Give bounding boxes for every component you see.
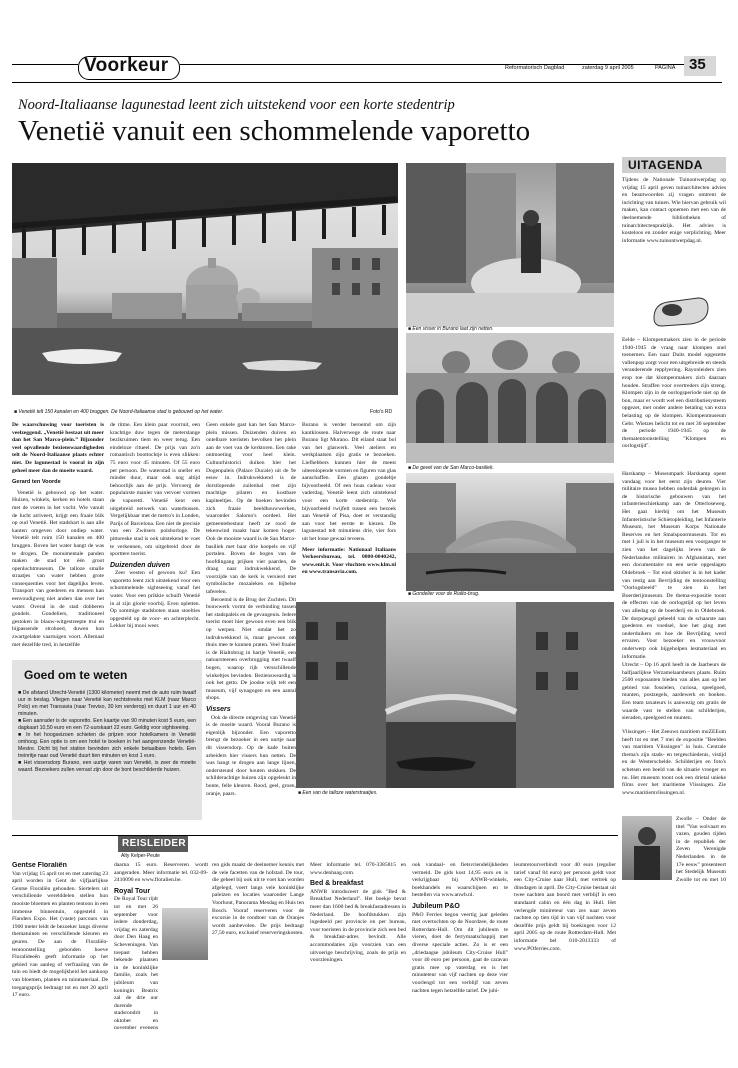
bb-text: ANWB introduceert de gids "Bed & Breakfast Nederland". Het boekje bevat meer dan 1600 bed & breakfastadressen in Nederland. De hoofdstukken zijn ingedeeld per provincie en per bureau, voor toeristen in de provincie zich een bed & breakfast-adres bevindt. Alle accommodaties zijn voorzien van een uitvoerige beschrijving, zoals de prijs en voorzieningen. [310,888,406,964]
reisleider-col5-text: ook vandaal- en fietsvriendelijkheden vermeld. De gids kost 14,95 euro en is verkrijgbaar bij ANWB-winkels, boekhandels en waarschijnen en te bestellen via www.anwb.nl. [412,862,508,899]
reisleider-column-3 [212,862,304,1032]
header-bottom-rule [12,82,722,83]
article-column-4 [302,422,396,602]
subhead-duiven: Duizenden duiven [110,561,170,569]
photo-rialto [406,473,614,591]
article-body-4: Burano is verder beroemd om zijn kantklossen. Halverwege de route naar Burano ligt Murano. Dit eiland staat bol van het glaswerk. Veel ateliers en werkplaatsen zijn gratis te bezoeken. Liefhebbers kunnen hier de meest uiteenlopende vormen en figuren van glas aanschaffen. Een glazen gondeltje bijvoorbeeld. Of een hoas cadeau voor vaderdag. Venetië leent zich uitstekend voor een korte stedentrip. Wie bijvoorbeeld twijfelt tussen een bezoek aan Venetië of Pisa, doet er verstandig aan voor het eerste te kiezen. De lagunestad telt minutiens drie, vier fors uit het losse gewaai teveens. [302,422,396,542]
zwolle-photo [622,816,672,880]
caption-bullet: ■ [408,465,413,471]
uitagenda-intro-text: Tijdens de Nationale Tuinontwerpdag op vrijdag 15 april geven tuinarchitecten advies en beantwoorden zij vragen omtrent de inrichting van tuinen. Wie hiervan gebruik wil maken, kan contact opnemen met een van de deelnemende bibliotheken of tuinarchitectenpraktijk. Het advies is kosteloos en zonder enige verplichting. Meer informatie www.tuinontwerpdag.nl. [622,177,726,244]
info-item-marker: ■ [18,732,27,738]
newspaper-name: Reformatorisch Dagblad [505,65,565,71]
article-headline: Venetië vanuit een schommelende vaporetto [18,115,531,147]
reisleider-logo: REISLEIDER [122,838,187,849]
san-marco-illustration [406,333,614,463]
caption-san-marco [408,465,494,471]
photo-small-canal [296,602,614,788]
info-box-list [18,690,196,818]
uitagenda-intro [622,177,726,252]
rialto-illustration [406,473,614,591]
reisleider-column-4 [310,862,406,1032]
uitagenda-harskamp [622,471,726,568]
uitagenda-zwolle [676,816,726,882]
info-item-text: Een aanrader is de vaporetto. Een kaartje van 90 minuten kost 5 euro, een dagkaart 10,50 euro en een 72-uurskaart 22 euro. Geldig voor sightseeing. [18,718,196,731]
article-body-3c: Ook de directe omgeving van Venetië is de moeite waard. Vooral Burano is eigenlijk bijzonder. Een vaporetto brengt de bezoeker in een uurtje naar dit vissersdorp. Op de kade buiten arbeiders hier vissers hun netten. De was hangt te drogen aan lange lijnen, ondersteund door houten stokken. De schilderachtige huizen zijn opgeleukt in bonte, felle kleuren. Rood, geel, groen, oranje, paars. [206,714,296,797]
page-label: PAGINA [655,65,676,71]
info-item [18,718,196,732]
reisleider-col6-text: leumretourverbindt voor 40 euro (regulier tarief vanaf 84 euro) per persoon geldt voor een City-Cruise naar Hull, met vertrek op dinsdagen in april. De City-Cruise bestaat uit twee nachten aan boord met verblijf in een standaard cabin en één dag in Hull. Het verlengde minireteur van zes naar zeven nachten op tien tijd in van vijf nachten voor dezelfde prijs geldt bij boekingen voor 12 april 2005 op de route Rotterdam-Hull. Met informatie bel 010-2013333 of www.POferries.com. [514,862,616,952]
reisleider-column-6 [514,862,616,1032]
caption-small-canal-text: Een van de talloze waterstraatjes. [302,790,378,796]
subhead-vissers: Vissers [206,705,231,713]
info-item-text: De afstand Utrecht-Venetië (1300 kilometer) neemt met de auto ruim twaalf uur in beslag. Vliegen naar Venetië kan rechtstreeks met KLM (naar Marco Polo) en met Transavia (naar Treviso, 30 km verderop) en duurt 1 uur en 40 minuten. [18,690,196,717]
reisleider-rule [12,835,618,836]
article-column-1 [12,422,104,658]
article-body-2b: Zeer westen of gewoon ku? Een vaporetto leent zich uitstekend voor een schommelende sightseeing vanaf het water. Voor een prikkie schuift Venetië in al zijn glorie voorbij. Even opletten. Op sommige stadsboten staan stoelties opgesteld op de voor- en achterplecht. Lekker bij mooi weer. [110,570,200,630]
reisleider-col2-text: daarna 15 euro. Reserveren wordt aangeraden. Meer informatie tel. 032-09-2410090 en www.floralien.be. [114,862,208,884]
article-kicker: Noord-Italiaanse lagunestad leent zich uitstekend voor een korte stedentrip [18,97,455,113]
royal-tour-photo [162,908,208,960]
uitagenda-oldebroek [622,570,726,660]
article-column-3 [206,422,296,817]
gentse-title: Gentse Floraliën [12,862,67,869]
info-box-title: Goed om te weten [24,668,128,682]
zwolle-illustration [622,816,672,880]
caption-rialto-text: Gondelier voor de Rialto-brug. [412,591,480,597]
info-item-text: Het vissersdorp Burano, een uurtje varen van Venetië, is zeer de moeite waard. Bezoekers zullen verrast zijn door de bont beschilderde huizen. [18,760,196,773]
uitagenda-utrecht [622,662,726,728]
uitagenda-title: UITAGENDA [628,158,703,172]
reisleider-column-1 [12,862,108,1032]
bb-title: Bed & breakfast [310,880,364,888]
burano-illustration [406,163,614,327]
caption-bullet: ■ [14,409,19,415]
info-item [18,732,196,760]
article-info: Meer informatie: Nationaal Italiaans Verkeersbureau, tel. 0800-0040242, www.enit.it. Voor vluchten www.klm.nl en www.transavia.com. [302,546,396,576]
reisleider-col3-text: ren gids maakt de deelnemer kennis met de vele facetten van de hofstad. De tour, die geheel bij ook uit te voet kan worden afgelegd, voert langs vele koninklijke paleizen en locaties waaronder Lange Voorhout, Panorama Mesdag en Huis ten Bosch. Vooraf reserveren voor de excursie in de rondtoer van de Oranjes wordt aanbevolen. De prijs bedraagt 27,50 euro, exclusief reserveringskosten. [212,862,304,937]
uitagenda-eelde-text: Eelde – Klompenmakers zien in de periode 1940-1945 de vraag naar klompen snel toenemen. Een naar Duits model opgezette vallenpop zorgt voor een uitgebreide en steeds veranderende repplyering. Rayonleiders zien erop toe dat klompenmakers zich daaraan houden. Straffen voor overtreders zijn streng. Klompen zijn in de oorlogsperiode niet op de bon, maar er wordt wel een distributiesysteem opgezet, met onder andere betaling van extra belasting op de klompen. Klompenmuseum Gebr. Wietzes belicht tot en met 30 september de periode 1940-1945 op de thematentoonstelling "Klompen en oorlogstijd". [622,337,726,450]
uitagenda-harskamp-text: Harskamp – Museumpark Harskamp opent vandaag voor het eerst zijn deuren. Vier militaire musea hebben onderdak gekregen in de historische gebouwen van het infanterieschietkamp aan de Otterloseweg. Het gaat hierbij om het Museum Infanteristische Schietopleiding, het Infanterie Museum, het Museum Korps Nationale Reserves en het Smalspoormuseum. Tot en met 1 juli is in het museum een voorganger te zien van het dagelijks leven van de Nederlandse militairen in Afghanistan, met een documentaire en een serie opgeslagen [622,471,726,568]
article-body-3b: Beroemd is de Brug der Zuchten. Dit bouwwerk vormt de verbinding tussen het stadspaleis en de gevangenis. Iedere toerist moet hier gewoon even een blik op werpen. Niet omdat het zo indrukwekkend is, maar gewoon om thuis mee te kunnen praten. Veel fraaier is de Rialtobrug in hartje Venetië, een natuursteenen overbrugging met twaalf bogen, waarop rijk versschillende winkeltjes bevinden. Beziensweardig is ook het getto. De joodse wijk telt een museum, vijf synagogen en een aantal shops. [206,596,296,702]
article-body-2: de ritme. Een klein paar voorruit, een krachtige duw tegen de meterslange bezikruimen tiem en weer terug. Een eindeloze ritueel. De prijs van zo'n romantisch boottochtje is even slikken: 75 euro voor 45 minuten. Of 55 euro per persoon. De waterstad is sneller en minder duur, maar ook nog altijd behoorlijk aan de prijs. Vervoerg de populairste manier van vervoer vormen de vaporetti. Venetië kent een uitgebreid netwerk van waterbussen. Vergelijkbaar met de metro's in Londen, Parijs of Barcelona. Een niet de precisie van een Zwitsers polshorloge. De pittoreske stad is ook uitstekend te voet te verkennen, om uitgebreid door de sporttere toerist. [110,422,200,558]
clog-icon [650,292,710,328]
clog-photo [650,292,710,328]
photo-credit: Foto's RD [370,409,393,415]
caption-burano [408,326,494,332]
page-number: 35 [689,56,706,73]
info-item-marker: ■ [18,718,23,724]
info-item [18,760,196,774]
uitagenda-zwolle-text: Zwolle – Onder de titel "Van wolvaart en vazen, gouden tijden in de republiek der Zeven Verenigde Nederlanden in de 17e eeuw" presenteert het Stedelijk Museum Zwolle tot en met 10 [676,816,726,882]
uitagenda-eelde [622,337,726,467]
jubileum-title: Jubileum P&O [412,902,460,910]
reisleider-author: Alty Kelper-Peute [121,853,160,859]
reisleider-column-5 [412,862,508,1032]
jubileum-text: P&O Ferries begon veertig jaar geleden met overtochten op de Noordzee, de route Rotterdam-Hull. Om dit jubileum te vieren, doet de ferrymaatschappij met diverse speciale acties. Zo is er een „driedaagse jubileum City-Cruise Hull" voor 40 euro per persoon, gaat de caravan gratis mee op vaterdag en is het minuteteur van vijf nachten op deze vier voorlengd tot een verblijf van zeven nachten tegen hetzelfde tarief. De jubi- [412,911,508,994]
uitagenda-utrecht-text: Utrecht – Op 16 april heeft in de Jaarbeurs de halfjaarlijkse Verzamelaarsbeurs plaats. Ruim 2500 exposanten bieden van alles aan op het gebied van fossielen, curiosa, speelgoed, munten, postzegels, aardewerk en boeken. Een team taxateurs is aanwezig om gratis de waarde vast te stellen van schilderijen, sieraden, speelgoed en munten. [622,662,726,722]
royal-tour-text: De Royal Tour rijdt tot en met 26 september voor iedere donderdag, vrijdag en zaterdag door Den Haag en Scheveningen. Van toepast hebben bekende plaatsen in de koninklijke familie, zoals het jubileum van koningin Beatrix zal de drie uur durende stadsrondrit in oktober en november evenens [114,896,158,1032]
caption-san-marco-text: De gevel van de San Marco-basiliek. [412,465,494,471]
uitagenda-vlissingen [622,729,726,811]
header-date: zaterdag 9 april 2005 [582,65,634,71]
article-column-2 [110,422,200,658]
photo-burano [406,163,614,327]
reisleider-col4-text: Meer informatie tel. 070-3385815 en www.denhaag.com. [310,862,406,876]
main-photo-caption [14,409,334,415]
section-title: Voorkeur [84,55,169,76]
photo-san-marco [406,333,614,463]
info-item-marker: ■ [18,690,23,696]
royal-tour-title: Royal Tour [114,887,151,895]
caption-burano-text: Een visser in Burano laat zijn netten. [412,326,494,332]
info-item-marker: ■ [18,760,24,766]
info-item-text: In het hoogseizoen schieten de prijzen voor hotelkamers in Venetië omhoog. Een optie is om een hotel te boeken in het aangrenzende Venetië-Mestre. Dicht bij het station bevinden zich enkele betaalbare hotels. Een treinritje naar oud Venetië duurt tien minuten en kost 1 euro. [18,732,196,759]
small-canal-illustration [296,602,614,788]
caption-rialto [408,591,479,597]
main-photo-canal [12,163,398,395]
article-byline: Gerard ten Voorde [12,479,61,486]
caption-bullet: ■ [408,591,413,597]
uitagenda-vlissingen-text: Vlissingen – Het Zeeuws maritiem muZEEum heeft tot en met 7 mei de expositie "Beelden van maritiem Vlissingen" in huis. Centrale thema's zijn stads- en tergeschiedenis, vistijd en de Westerschelde. Schilderijen en foto's schetsen een beeld van de situatie vroeger en nu. Het museum toont ook een drietal unieke films over het maritieme Vlissingen. Zie www.maritiemvlissingen.nl. [622,729,726,796]
article-body-3: Geen enkele gast kan het San Marco-plein missen. Duizenden duiven en ontelbare toeristen bevolken het plein aan de voet van de kerktoren. Een rake ontmoeting voor heel klein. Cultuurhistorici duiken hier het Dogenpaleis (Palace Ducale) uit de 9e eeuw in. Indrukwekkend is de dorstlopende zuilenhal met zijn machtige pilaren en kostbare kapiteeltjes. Op de hoeken bevinden zich fraaie beeldhouwwerken, waaronder Salomo's oordeel. Het gemeentebestuur heeft ze rood de tekenwind maakt haar komen hoger. Ook de mooiste waard is de San Marco-basiliek met haar drie koepels en vijf portalen. Boven de bogen van de hoofdingang prijken vier paarden, de draag naar indrukwekkend, De voorzijde van de kerk is versierd met symbolische mozaïeken en bijbelse taferelen. [206,422,296,596]
reisleider-column-2 [114,862,208,1032]
uitagenda-oldebroek-text: Oldebroek – Tot eind oktober is in het kader van restig aan Bevrijding de tentoonstelling "Oorlogsbeeld" te zien in het Boerderijmuseum. De thema-expositie toont de effecten van de oorlogstijd op het leven van alledag op de boerderij en in Oldebroek. De dorpsjeugd gebeeld van de schaarste aan goederen en voedsel, hoe het ging met onderduikers en hoe de Bevrijding werd ervaren. Voor bezoeker en vrouwvoor onderwerp ook bijgeholpen lesmateriaal en informatie. [622,570,726,660]
caption-bullet: ■ [408,326,413,332]
canal-illustration [12,163,398,395]
header-rule [12,64,78,65]
article-body-1: Venetië is gebouwd op het water. Huizen, winkels, kerken en hotels staan met de voeten in het vocht. Wie vanuit de lucht arriveert, krijgt een fraaie blik op oud Venetië. Het stadshart is aan alle kanten omgeven door ondiep water. Venetië telt ruim 150 kanalen en 400 bruggen. Boven het water hangt de was te drogen. De monumentale panden maken de stad tot één groot openluchtmuseum. De talloze smalle straatjes van water hebben grote consequenties voor het dagelijks leven. Transport van goederen en mensen kan eenvoudigweg niet anders dan over het water. Overal in de stad dobberen gondels. Gondeliers, traditioneel gestoken in blauw-witgestreepte trui en bijpassende strohoed, duwen hun zwartgelakte vaartuigen voort. Allemaal met dezelfde tred, in hetzelfde [12,489,104,648]
info-item [18,690,196,718]
gentse-text: Van vrijdag 15 april tot en met zaterdag 23 april worden in Gent de vijfjaarlijkse Gentse Floraliën gehouden. Siertelers uit verschillende werelddelen stellen hun mooiste bloemen en planten tentoon in een immense binnentuin, opgesteld in Flanders Expo. Het (vaste) parcours van 1900 meter leidt de bezoeker langs diverse thematuinen en verschillende kleuren en geuren. De aan de Floraliën-tentoonstelling gebonden hoeve Floralideeën geeft informatie op het gebied van aanleg of verfraaiing van de tuin en biedt de mogelijkheid het aankoop van bloemen, planten en tuinmateriaal. De toegangsprijs bedraagt tot en met 20 april 17 euro. [12,870,108,999]
caption-bullet: ■ [298,790,303,796]
article-intro: De waarschuwing voor toeristen is veelzeggend. „Venetië bestaat uit meer dan het San Marco-plein.” Bijzonder veel opvallende bezienswaardigheden telt de Noord-Italiaanse plaats echter niet. De lagunestad is vooral in zijn geheel meer dan de moeite waard. [12,422,104,474]
main-caption-text: Venetië telt 150 kanalen en 400 bruggen. De Noord-Italiaanse stad is gebouwd op het water. [18,409,224,415]
caption-small-canal [298,790,377,796]
